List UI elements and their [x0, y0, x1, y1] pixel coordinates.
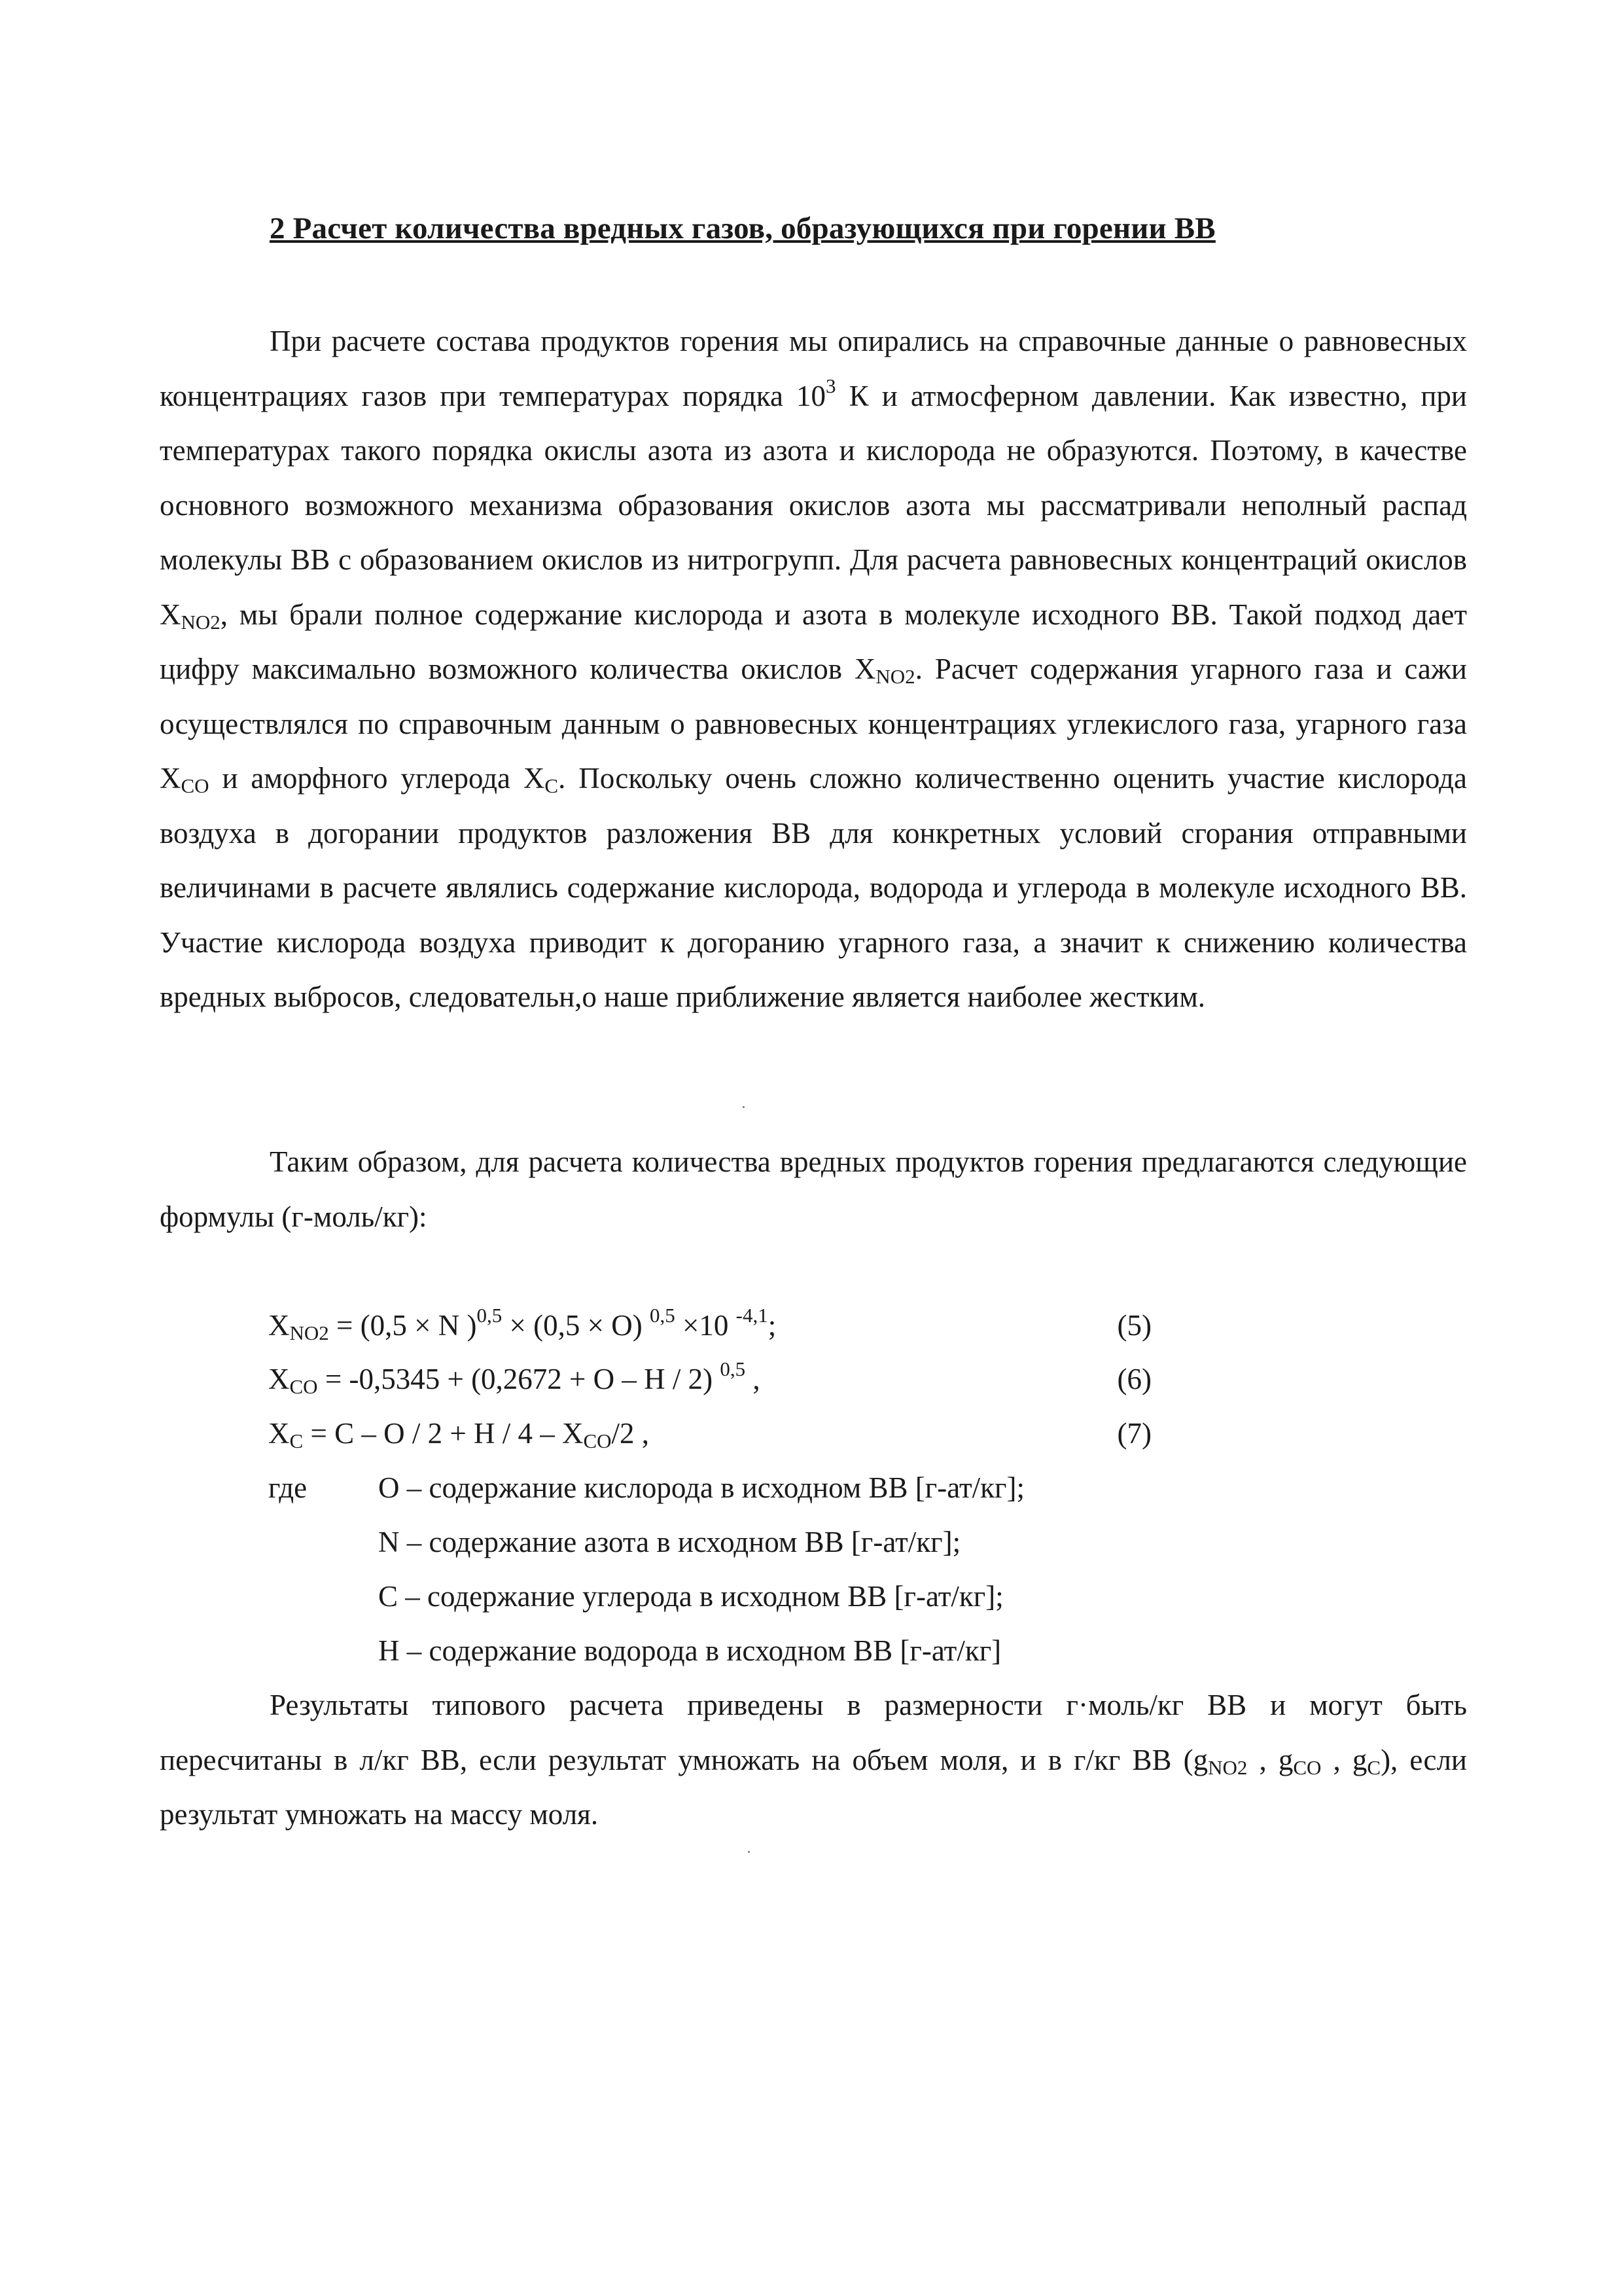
- definitions-list: [268, 1465, 1446, 1682]
- subscript: CO: [583, 1429, 612, 1452]
- subscript: C: [544, 774, 559, 797]
- paragraph-intro-text-d: . Расчет содержания угарного газа и сажи осуществлялся по справочным данным о равновесных концентрациях углекислого газа, угарного газа X: [160, 653, 1468, 795]
- subscript: C: [1367, 1755, 1381, 1779]
- scan-speck: [748, 1851, 750, 1853]
- formula-no2: [268, 1302, 1152, 1348]
- subscript: NO2: [289, 1321, 329, 1344]
- formula-variable: X: [268, 1417, 290, 1450]
- formula-text: /2 ,: [611, 1417, 650, 1450]
- paragraph-intro-text-c: , мы брали полное содержание кислорода и азота в молекуле исходного ВВ. Такой подход дает цифру максимально возможного количества окислов X: [160, 598, 1467, 685]
- definition-item: [268, 1465, 1446, 1519]
- formula-number: (7): [1117, 1417, 1152, 1450]
- subscript: NO2: [181, 610, 221, 634]
- formula-variable: X: [268, 1363, 290, 1395]
- subscript: NO2: [875, 665, 915, 688]
- formula-text: = C – O / 2 + H / 4 – X: [303, 1417, 584, 1450]
- definition-text: C – содержание углерода в исходном ВВ [г-ат/кг];: [378, 1580, 1004, 1613]
- formula-number: (6): [1117, 1363, 1152, 1395]
- subscript: NO2: [1208, 1755, 1248, 1779]
- paragraph-formulas-intro: Таким образом, для расчета количества вредных продуктов горения предлагаются следующие формулы (г-моль/кг):: [160, 1145, 1467, 1233]
- exponent: 0,5: [476, 1304, 503, 1327]
- definition-item: [268, 1628, 1446, 1682]
- definition-text: O – содержание кислорода в исходном ВВ [г-ат/кг];: [378, 1471, 1025, 1504]
- formula-text: = -0,5345 + (0,2672 + O – H / 2): [317, 1363, 720, 1395]
- paragraph-intro-text-a: При расчете состава продуктов горения мы опирались на справочные данные о равновесных концентрациях газов при температурах порядка 10: [160, 325, 1467, 412]
- definitions-where-label: где: [268, 1471, 308, 1504]
- section-heading: 2 Расчет количества вредных газов, образующихся при горении ВВ: [270, 211, 1216, 245]
- formula-text: × (0,5 × O): [502, 1309, 650, 1342]
- formula-text: ;: [768, 1309, 777, 1342]
- formula-variable: X: [268, 1309, 290, 1342]
- subscript: CO: [181, 774, 209, 797]
- formula-number: (5): [1117, 1309, 1152, 1342]
- subscript: CO: [289, 1375, 318, 1398]
- paragraph-results-text-a: Результаты типового расчета приведены в размерности г·моль/кг ВВ и могут быть пересчитаны в л/кг ВВ, если результат умножать на объем моля, и в г/кг ВВ (g: [160, 1689, 1467, 1776]
- subscript: C: [289, 1429, 304, 1452]
- exponent: 0,5: [650, 1304, 675, 1327]
- paragraph-results: [160, 1678, 1467, 1842]
- exponent: -4,1: [735, 1304, 768, 1327]
- subscript: CO: [1293, 1755, 1322, 1779]
- exponent: 0,5: [720, 1357, 746, 1380]
- definition-item: [268, 1573, 1446, 1628]
- scan-speck: [743, 1106, 745, 1108]
- formula-co: [268, 1356, 1152, 1402]
- paragraph-intro: [160, 314, 1467, 1025]
- paragraph-intro-text-e: и аморфного углерода X: [209, 762, 545, 795]
- formula-text: ×10: [675, 1309, 736, 1342]
- paragraph-intro-text-b: К и атмосферном давлении. Как известно, при температурах такого порядка окислы азота из азота и кислорода не образуются. Поэтому, в качестве основного возможного механизма образования окислов азота мы рассматривали неполный распад молекулы ВВ с образованием окислов из нитрогрупп. Для расчета равновесных концентраций окислов X: [160, 379, 1467, 631]
- definition-item: [268, 1519, 1446, 1573]
- paragraph-results-text-c: , g: [1321, 1743, 1368, 1776]
- formula-c: [268, 1410, 1152, 1456]
- paragraph-results-text-b: , g: [1247, 1743, 1294, 1776]
- formula-text: = (0,5 × N ): [328, 1309, 477, 1342]
- definition-text: H – содержание водорода в исходном ВВ [г-ат/кг]: [378, 1634, 1002, 1667]
- exponent: 3: [826, 374, 836, 397]
- definition-text: N – содержание азота в исходном ВВ [г-ат/кг];: [378, 1526, 961, 1558]
- paragraph-results-text-d: ), если результат умножать на массу моля.: [160, 1743, 1468, 1831]
- paragraph-intro-text-f: . Поскольку очень сложно количественно оценить участие кислорода воздуха в догорании продуктов разложения ВВ для конкретных условий сгорания отправными величинами в расчете являлись содержание кислорода, водорода и углерода в молекуле исходного ВВ. Участие кислорода воздуха приводит к догоранию угарного газа, а значит к снижению количества вредных выбросов, следовательн,о наше приближение является наиболее жестким.: [160, 762, 1468, 1013]
- formula-text: ,: [745, 1363, 760, 1395]
